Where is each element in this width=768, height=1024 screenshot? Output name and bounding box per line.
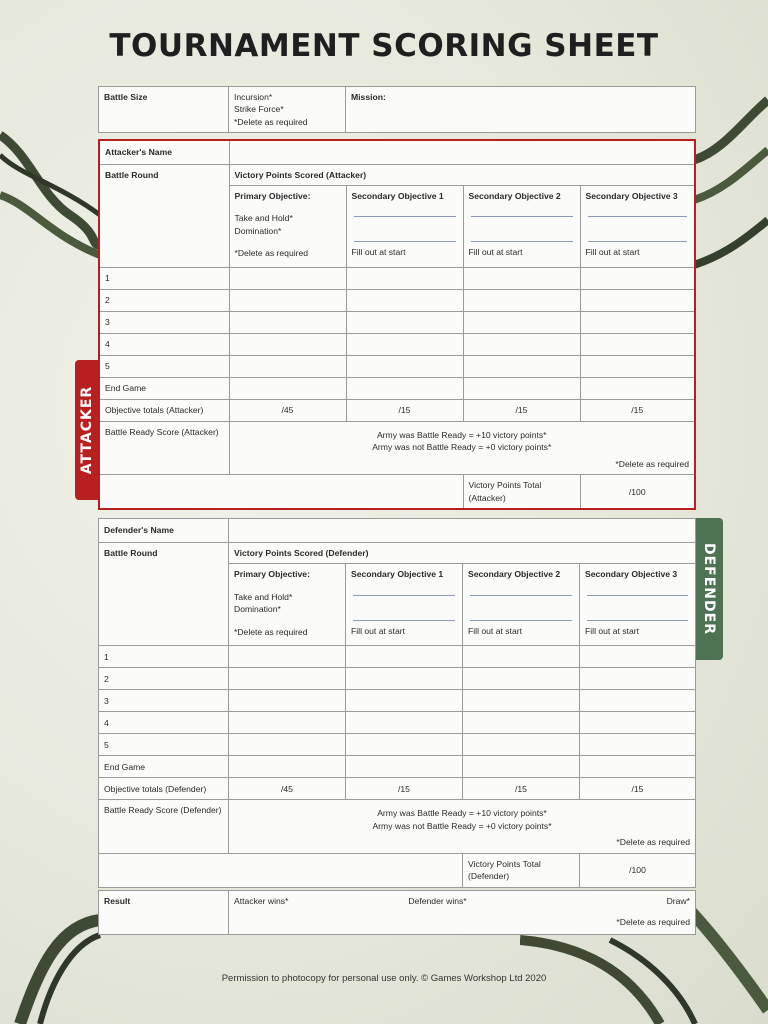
battle-size-options[interactable] bbox=[229, 87, 346, 133]
blank-cell bbox=[99, 853, 463, 887]
score-cell[interactable] bbox=[580, 355, 695, 377]
attacker-secondary-1[interactable] bbox=[346, 185, 463, 267]
table-row bbox=[99, 646, 696, 668]
table-row bbox=[99, 690, 696, 712]
defender-table bbox=[98, 518, 696, 888]
score-cell[interactable] bbox=[580, 646, 696, 668]
defender-wins-option[interactable]: Defender wins* bbox=[408, 896, 467, 906]
score-cell[interactable] bbox=[346, 712, 463, 734]
secondary-label: Secondary Objective 1 bbox=[351, 190, 444, 201]
table-row bbox=[99, 311, 695, 333]
score-cell[interactable] bbox=[463, 668, 580, 690]
blank-cell bbox=[99, 475, 463, 509]
score-cell[interactable] bbox=[229, 355, 346, 377]
score-cell[interactable] bbox=[463, 267, 580, 289]
defender-battle-round-label: Battle Round bbox=[99, 543, 229, 646]
score-cell[interactable] bbox=[346, 311, 463, 333]
secondary-label: Secondary Objective 3 bbox=[585, 190, 678, 201]
defender-tab-label: DEFENDER bbox=[701, 543, 717, 635]
attacker-table bbox=[98, 139, 696, 510]
round-label: 2 bbox=[99, 668, 229, 690]
round-label: 4 bbox=[99, 333, 229, 355]
attacker-name-label: Attacker's Name bbox=[99, 140, 229, 164]
table-row bbox=[99, 289, 695, 311]
score-cell[interactable] bbox=[463, 333, 580, 355]
score-cell[interactable] bbox=[346, 267, 463, 289]
table-row bbox=[99, 355, 695, 377]
battle-ready-option: Army was Battle Ready = +10 victory points* bbox=[377, 808, 547, 819]
battle-size-option: Incursion* bbox=[234, 92, 273, 102]
score-cell[interactable] bbox=[463, 377, 580, 399]
round-label: 3 bbox=[99, 311, 229, 333]
page-title: TOURNAMENT SCORING SHEET bbox=[109, 28, 659, 64]
round-label: 5 bbox=[99, 355, 229, 377]
attacker-name-field[interactable] bbox=[229, 140, 695, 164]
vp-total-label: Victory Points Total (Defender) bbox=[463, 853, 580, 887]
score-cell[interactable] bbox=[580, 734, 696, 756]
fill-note: Fill out at start bbox=[468, 247, 523, 258]
defender-vp-header: Victory Points Scored (Defender) bbox=[229, 543, 696, 564]
fill-note: Fill out at start bbox=[468, 625, 522, 636]
defender-name-field[interactable] bbox=[229, 519, 696, 543]
score-cell[interactable] bbox=[229, 690, 346, 712]
round-label: 5 bbox=[99, 734, 229, 756]
round-label: End Game bbox=[99, 756, 229, 778]
score-cell[interactable] bbox=[229, 712, 346, 734]
secondary-label: Secondary Objective 1 bbox=[351, 569, 444, 580]
round-label: 4 bbox=[99, 712, 229, 734]
score-cell[interactable] bbox=[463, 646, 580, 668]
result-table bbox=[98, 890, 696, 935]
table-row bbox=[99, 333, 695, 355]
battle-ready-option: Army was Battle Ready = +10 victory points* bbox=[376, 429, 547, 440]
battle-size-option: *Delete as required bbox=[234, 116, 308, 127]
delete-note: *Delete as required bbox=[234, 248, 309, 259]
fill-note: Fill out at start bbox=[585, 625, 639, 636]
attacker-secondary-3[interactable] bbox=[580, 185, 695, 267]
totals-label: Objective totals (Defender) bbox=[99, 778, 229, 800]
score-cell[interactable] bbox=[346, 690, 463, 712]
score-cell[interactable] bbox=[229, 668, 346, 690]
score-cell[interactable] bbox=[229, 646, 346, 668]
score-cell[interactable] bbox=[580, 712, 696, 734]
table-row bbox=[99, 734, 696, 756]
draw-option[interactable]: Draw* bbox=[666, 896, 690, 906]
score-cell[interactable] bbox=[346, 668, 463, 690]
fill-note: Fill out at start bbox=[351, 625, 405, 636]
defender-tab bbox=[695, 518, 723, 660]
attacker-battle-round-label: Battle Round bbox=[99, 164, 229, 267]
score-cell[interactable] bbox=[580, 690, 696, 712]
score-cell[interactable] bbox=[580, 267, 695, 289]
score-cell[interactable] bbox=[229, 311, 346, 333]
round-label: 3 bbox=[99, 690, 229, 712]
defender-primary-objective[interactable] bbox=[229, 564, 346, 646]
result-label: Result bbox=[99, 891, 229, 935]
score-cell[interactable] bbox=[229, 756, 346, 778]
vp-total-cell[interactable]: /100 bbox=[580, 475, 695, 509]
copyright-footer: Permission to photocopy for personal use only. © Games Workshop Ltd 2020 bbox=[221, 973, 547, 984]
score-cell[interactable] bbox=[463, 734, 580, 756]
totals-row bbox=[99, 778, 696, 800]
battle-ready-options[interactable] bbox=[229, 800, 696, 853]
table-row bbox=[99, 712, 696, 734]
battle-ready-options[interactable] bbox=[229, 421, 695, 474]
score-cell[interactable] bbox=[346, 646, 463, 668]
primary-objective-label: Primary Objective: bbox=[234, 569, 310, 580]
total-cell[interactable]: /15 bbox=[463, 778, 580, 800]
totals-row bbox=[99, 399, 695, 421]
defender-secondary-1[interactable] bbox=[346, 564, 463, 646]
attacker-secondary-2[interactable] bbox=[463, 185, 580, 267]
battle-ready-label: Battle Ready Score (Attacker) bbox=[99, 421, 229, 474]
table-row bbox=[99, 377, 695, 399]
round-label: 1 bbox=[99, 646, 229, 668]
vp-total-label: Victory Points Total (Attacker) bbox=[463, 475, 580, 509]
primary-option: Take and Hold* bbox=[234, 213, 293, 224]
defender-secondary-2[interactable] bbox=[463, 564, 580, 646]
score-cell[interactable] bbox=[463, 756, 580, 778]
defender-name-label: Defender's Name bbox=[99, 519, 229, 543]
delete-note: *Delete as required bbox=[234, 626, 308, 637]
total-cell[interactable]: /15 bbox=[463, 399, 580, 421]
score-cell[interactable] bbox=[580, 756, 696, 778]
mission-field[interactable]: Mission: bbox=[346, 87, 696, 133]
score-cell[interactable] bbox=[463, 355, 580, 377]
round-label: End Game bbox=[99, 377, 229, 399]
secondary-label: Secondary Objective 3 bbox=[585, 569, 678, 580]
score-cell[interactable] bbox=[463, 690, 580, 712]
attacker-wins-option[interactable]: Attacker wins* bbox=[234, 896, 289, 906]
score-cell[interactable] bbox=[463, 289, 580, 311]
defender-secondary-3[interactable] bbox=[580, 564, 696, 646]
totals-label: Objective totals (Attacker) bbox=[99, 399, 229, 421]
table-row bbox=[99, 267, 695, 289]
score-cell[interactable] bbox=[346, 377, 463, 399]
delete-note: *Delete as required bbox=[615, 458, 689, 469]
attacker-vp-header: Victory Points Scored (Attacker) bbox=[229, 164, 695, 185]
table-row bbox=[99, 756, 696, 778]
score-cell[interactable] bbox=[346, 289, 463, 311]
cable-decoration-left-top bbox=[0, 95, 100, 275]
score-cell[interactable] bbox=[229, 267, 346, 289]
primary-option: Domination* bbox=[234, 225, 282, 236]
delete-note: *Delete as required bbox=[616, 837, 690, 848]
round-label: 1 bbox=[99, 267, 229, 289]
score-cell[interactable] bbox=[580, 289, 695, 311]
score-cell[interactable] bbox=[346, 756, 463, 778]
score-cell[interactable] bbox=[229, 377, 346, 399]
score-cell[interactable] bbox=[346, 355, 463, 377]
score-cell[interactable] bbox=[463, 712, 580, 734]
battle-ready-label: Battle Ready Score (Defender) bbox=[99, 800, 229, 853]
round-label: 2 bbox=[99, 289, 229, 311]
fill-note: Fill out at start bbox=[585, 247, 640, 258]
attacker-tab bbox=[75, 360, 99, 500]
battle-ready-option: Army was not Battle Ready = +0 victory points* bbox=[372, 820, 552, 831]
table-row bbox=[99, 668, 696, 690]
primary-objective-label: Primary Objective: bbox=[234, 190, 311, 201]
total-cell[interactable]: /45 bbox=[229, 778, 346, 800]
score-cell[interactable] bbox=[580, 333, 695, 355]
score-cell[interactable] bbox=[229, 289, 346, 311]
battle-size-option: Strike Force* bbox=[234, 104, 284, 115]
delete-note: *Delete as required bbox=[616, 917, 690, 928]
score-cell[interactable] bbox=[580, 377, 695, 399]
total-cell[interactable]: /15 bbox=[580, 778, 696, 800]
total-cell[interactable]: /15 bbox=[580, 399, 695, 421]
attacker-primary-objective[interactable] bbox=[229, 185, 346, 267]
score-cell[interactable] bbox=[346, 333, 463, 355]
secondary-label: Secondary Objective 2 bbox=[468, 569, 561, 580]
secondary-label: Secondary Objective 2 bbox=[468, 190, 561, 201]
score-cell[interactable] bbox=[346, 734, 463, 756]
score-cell[interactable] bbox=[229, 333, 346, 355]
total-cell[interactable]: /15 bbox=[346, 778, 463, 800]
vp-total-cell[interactable]: /100 bbox=[580, 853, 696, 887]
score-cell[interactable] bbox=[463, 311, 580, 333]
header-table bbox=[98, 86, 696, 133]
primary-option: Domination* bbox=[234, 604, 281, 615]
score-cell[interactable] bbox=[580, 311, 695, 333]
total-cell[interactable]: /45 bbox=[229, 399, 346, 421]
primary-option: Take and Hold* bbox=[234, 591, 293, 602]
battle-ready-option: Army was not Battle Ready = +0 victory points* bbox=[372, 442, 552, 453]
total-cell[interactable]: /15 bbox=[346, 399, 463, 421]
cable-decoration-right-top bbox=[694, 80, 768, 280]
attacker-tab-label: ATTACKER bbox=[79, 385, 96, 475]
fill-note: Fill out at start bbox=[351, 247, 406, 258]
score-cell[interactable] bbox=[229, 734, 346, 756]
result-options[interactable] bbox=[229, 891, 696, 935]
battle-size-label: Battle Size bbox=[99, 87, 229, 133]
score-cell[interactable] bbox=[580, 668, 696, 690]
